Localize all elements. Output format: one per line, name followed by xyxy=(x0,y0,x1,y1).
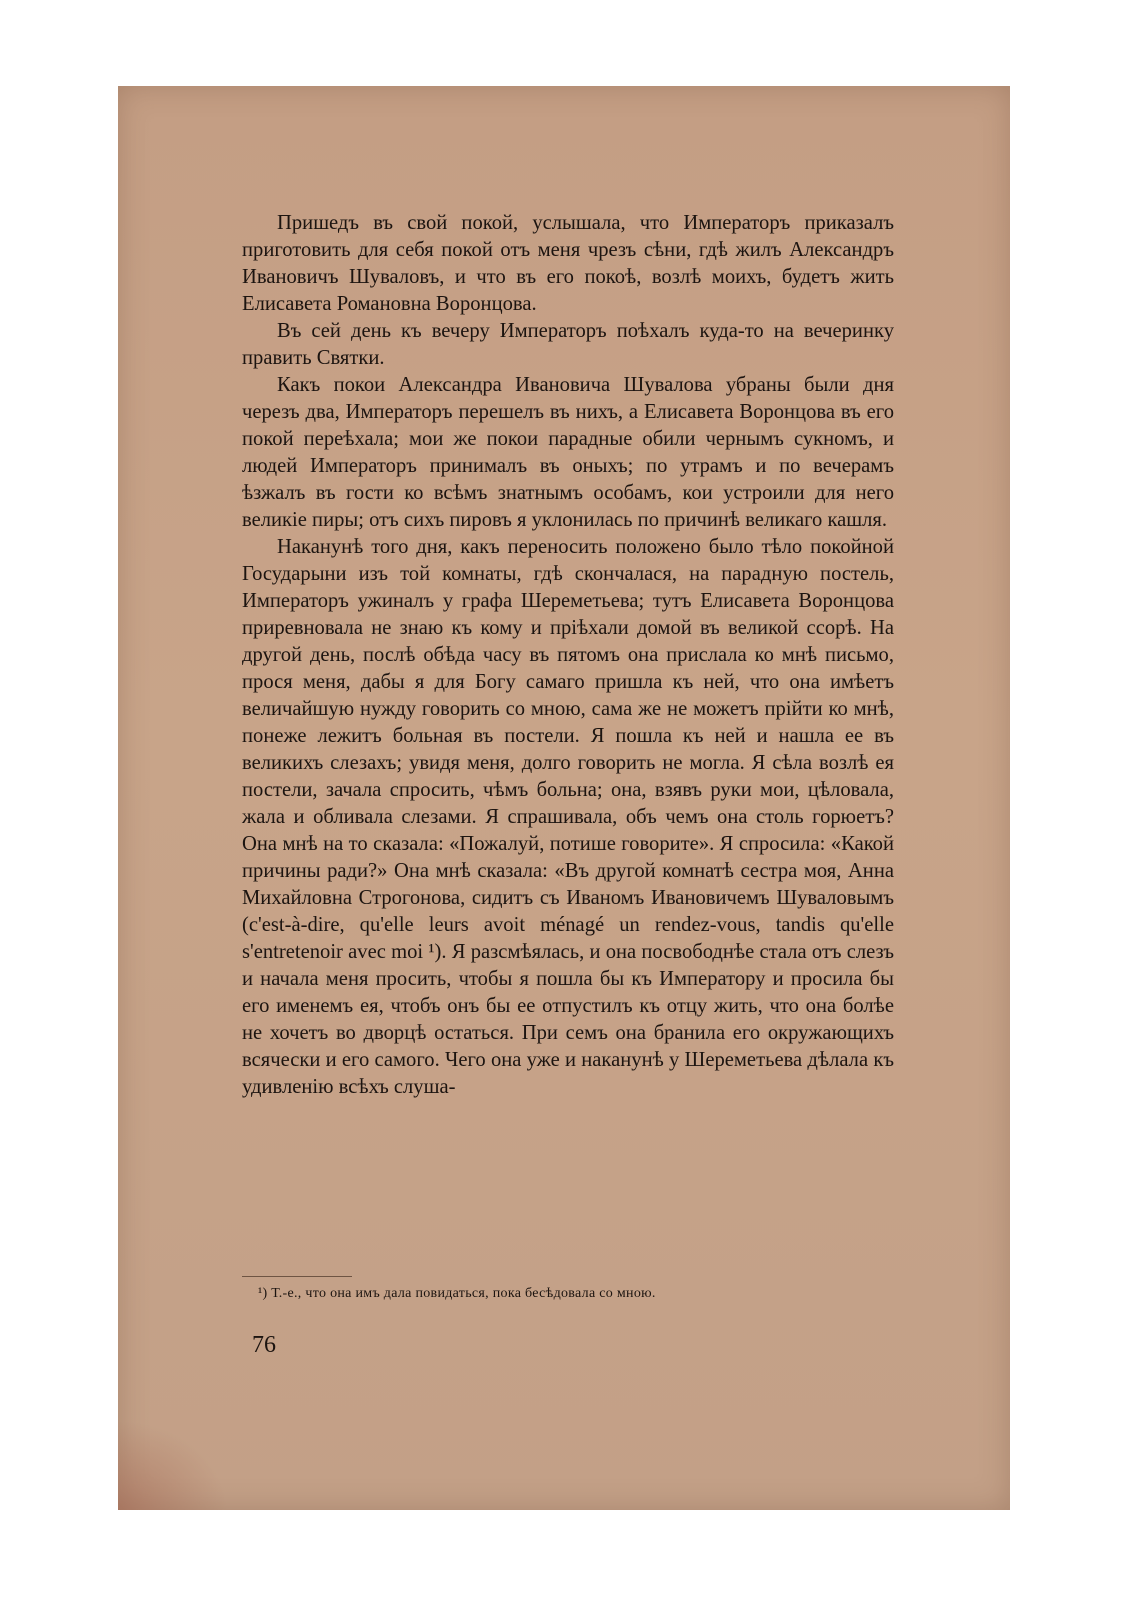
page-corner-smudge xyxy=(118,1420,228,1510)
body-text xyxy=(242,210,894,1101)
page-number: 76 xyxy=(252,1332,276,1358)
footnote-divider xyxy=(242,1276,352,1277)
paragraph-2: Въ сей день къ вечеру Императоръ поѣхалъ куда-то на вечеринку править Святки. xyxy=(242,320,894,369)
paragraph-4: Наканунѣ того дня, какъ переносить положено было тѣло покойной Государыни изъ той комнаты, гдѣ скончалася, на парадную постель, Императоръ ужиналъ у графа Шереметьева; тутъ Елисавета Воронцова приревновала не знаю къ кому и пріѣхали домой въ великой ссорѣ. На другой день, послѣ обѣда часу въ пятомъ она прислала ко мнѣ письмо, прося меня, дабы я для Богу самаго пришла къ ней, что она имѣетъ величайшую нужду говорить со мною, сама же не можетъ прійти ко мнѣ, понеже лежитъ больная въ постели. Я пошла къ ней и нашла ее въ великихъ слезахъ; увидя меня, долго говорить не могла. Я сѣла возлѣ ея постели, зачала спросить, чѣмъ больна; она, взявъ руки мои, цѣловала, жала и обливала слезами. Я спрашивала, объ чемъ она столь горюетъ? Она мнѣ на то сказала: «Пожалуй, потише говорите». Я спросила: «Какой причины ради?» Она мнѣ сказала: «Въ другой комнатѣ сестра моя, Анна Михайловна Строгонова, сидитъ съ Иваномъ Ивановичемъ Шуваловымъ (c'est-à-dire, qu'elle leurs avoit ménagé un rendez-vous, tandis qu'elle s'entretenoir avec moi ¹). Я разсмѣялась, и она посвободнѣе стала отъ слезъ и начала меня просить, чтобы я пошла бы къ Императору и просила бы его именемъ ея, чтобъ онъ бы ее отпустилъ къ отцу жить, что она болѣе не хочетъ во дворцѣ остаться. При семъ она бранила его окружающихъ всячески и его самого. Чего она уже и наканунѣ у Шереметьева дѣлала къ удивленію всѣхъ слуша- xyxy=(242,536,894,1098)
paragraph-1: Пришедъ въ свой покой, услышала, что Императоръ приказалъ приготовить для себя покой отъ меня чрезъ сѣни, гдѣ жилъ Александръ Ивановичъ Шуваловъ, и что въ его покоѣ, возлѣ моихъ, будетъ жить Елисавета Романовна Воронцова. xyxy=(242,212,894,315)
footnote xyxy=(258,1286,898,1302)
footnote-marker: ¹) xyxy=(258,1286,268,1301)
scanned-page xyxy=(118,86,1010,1510)
paragraph-3: Какъ покои Александра Ивановича Шувалова убраны были дня черезъ два, Императоръ перешелъ въ нихъ, а Елисавета Воронцова въ его покой переѣхала; мои же покои парадные обили чернымъ сукномъ, и людей Императоръ принималъ въ оныхъ; по утрамъ и по вечерамъ ѣзжалъ въ гости ко всѣмъ знатнымъ особамъ, кои устроили для него великіе пиры; отъ сихъ пировъ я уклонилась по причинѣ великаго кашля. xyxy=(242,374,894,531)
footnote-text: Т.-е., что она имъ дала повидаться, пока бесѣдовала со мною. xyxy=(271,1286,656,1301)
